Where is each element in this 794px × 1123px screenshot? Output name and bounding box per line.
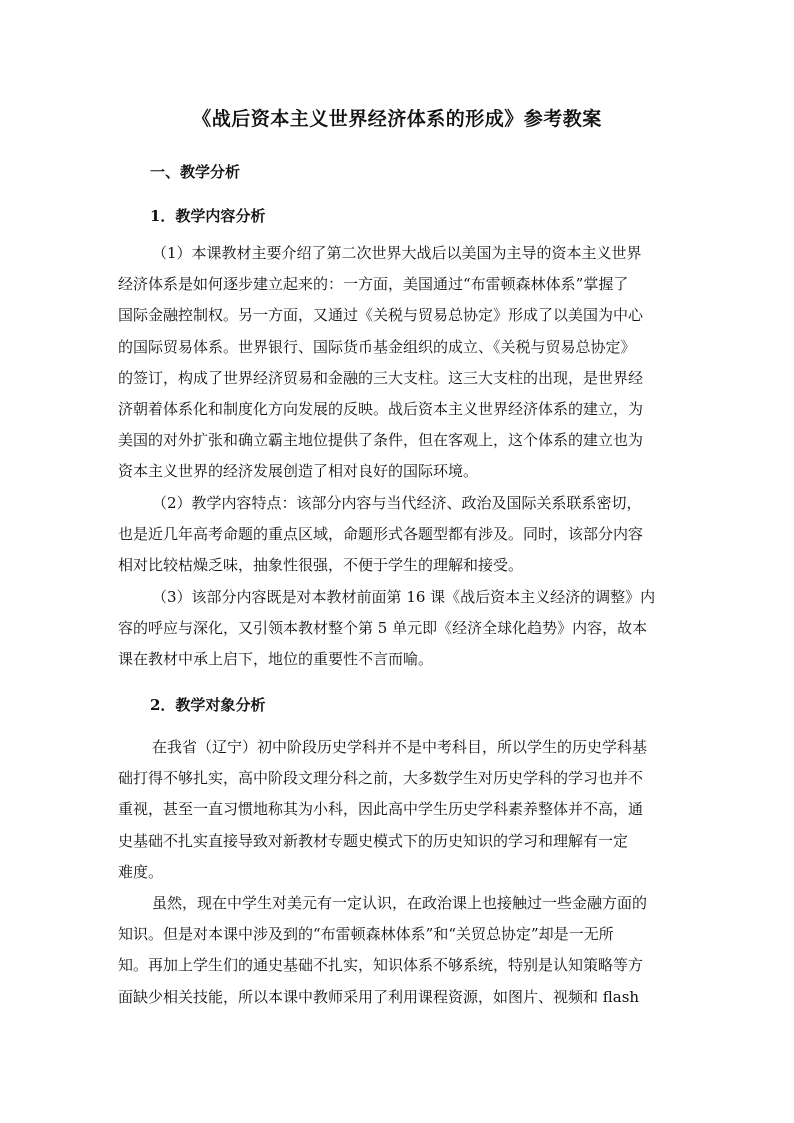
paragraph-line: 面缺少相关技能，所以本课中教师采用了利用课程资源，如图片、视频和 flash	[118, 987, 640, 1006]
document-title: 《战后资本主义世界经济体系的形成》参考教案	[192, 108, 602, 130]
paragraph-line: 课在教材中承上启下，地位的重要性不言而喻。	[118, 650, 434, 669]
paragraph-line: 史基础不扎实直接导致对新教材专题史模式下的历史知识的学习和理解有一定	[118, 831, 629, 850]
paragraph-line: 济朝着体系化和制度化方向发展的反映。战后资本主义世界经济体系的建立，为	[118, 400, 644, 419]
paragraph-line: 虽然，现在中学生对美元有一定认识，在政治课上也接触过一些金融方面的	[152, 894, 648, 912]
paragraph-line: （2）教学内容特点：该部分内容与当代经济、政治及国际关系联系密切，	[152, 494, 642, 512]
paragraph-student-knowledge	[118, 888, 678, 1013]
paragraph-student-background	[118, 732, 678, 888]
paragraph-line: 知。再加上学生们的通史基础不扎实，知识体系不够系统，特别是认知策略等方	[118, 956, 644, 975]
paragraph-line: 美国的对外扩张和确立霸主地位提供了条件，但在客观上，这个体系的建立也为	[118, 431, 644, 450]
section-heading-teaching-analysis: 一、教学分析	[150, 163, 241, 181]
paragraph-line: 础打得不够扎实，高中阶段文理分科之前，大多数学生对历史学科的学习也并不	[118, 769, 644, 788]
paragraph-line: 国际金融控制权。另一方面，又通过《关税与贸易总协定》形成了以美国为中心	[118, 306, 644, 325]
paragraph-line: （3）该部分内容既是对本教材前面第 16 课《战后资本主义经济的调整》内	[152, 588, 656, 606]
paragraph-line: 知识。但是对本课中涉及到的“布雷顿森林体系”和“关贸总协定”却是一无所	[118, 925, 614, 944]
paragraph-content-overview	[118, 238, 678, 488]
subsection-heading-student-analysis: 2．教学对象分析	[150, 696, 266, 714]
paragraph-line: 相对比较枯燥乏味，抽象性很强，不便于学生的理解和接受。	[118, 556, 524, 575]
paragraph-line: 容的呼应与深化，又引领本教材整个第 5 单元即《经济全球化趋势》内容，故本	[118, 619, 648, 638]
paragraph-line: 也是近几年高考命题的重点区域，命题形式各题型都有涉及。同时，该部分内容	[118, 525, 644, 544]
paragraph-line: 的签订，构成了世界经济贸易和金融的三大支柱。这三大支柱的出现，是世界经	[118, 368, 644, 387]
paragraph-line: 资本主义世界的经济发展创造了相对良好的国际环境。	[118, 462, 479, 481]
paragraph-line: （1）本课教材主要介绍了第二次世界大战后以美国为主导的资本主义世界	[152, 244, 642, 262]
paragraph-line: 重视，甚至一直习惯地称其为小科，因此高中学生历史学科素养整体并不高，通	[118, 800, 644, 819]
subsection-heading-content-analysis: 1．教学内容分析	[150, 207, 266, 225]
paragraph-line: 经济体系是如何逐步建立起来的：一方面，美国通过“布雷顿森林体系”掌握了	[118, 275, 629, 294]
paragraph-line: 在我省（辽宁）初中阶段历史学科并不是中考科目，所以学生的历史学科基	[152, 738, 648, 756]
paragraph-content-position	[118, 582, 678, 676]
paragraph-line: 的国际贸易体系。世界银行、国际货币基金组织的成立、《关税与贸易总协定》	[118, 337, 636, 356]
paragraph-content-features	[118, 488, 678, 582]
paragraph-line: 难度。	[118, 862, 164, 881]
